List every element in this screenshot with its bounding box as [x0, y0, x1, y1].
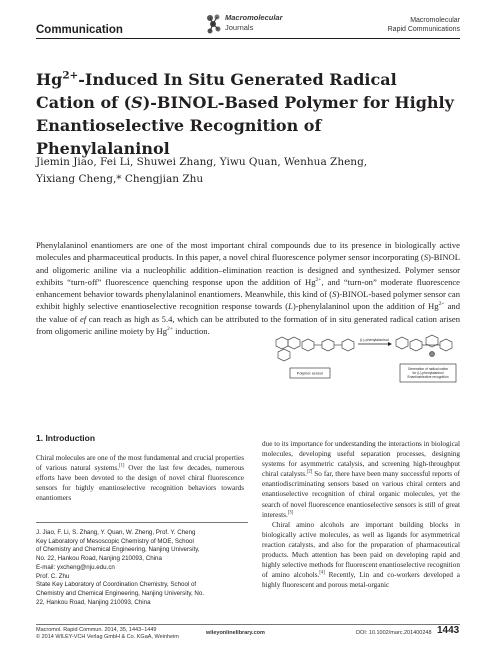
abstract-text: Phenylalaninol enantiomers are one of the most important chiral compounds due to its presence in biologically active molecules and pharmaceutical products. In this paper, a novel chiral fluorescence polymer sensor incorporating (: [36, 240, 460, 263]
title-italic: S: [131, 93, 143, 112]
intro-text: So far, there have been many successful reports of enantiodiscriminating sensors based on various chiral centers and enantioselective recognition of chiral organic molecules, yet the search of novel fluorescence enantioselective sensors is still of great interests.: [262, 470, 460, 519]
authors-line2: Yixiang Cheng,* Chengjian Zhu: [36, 173, 204, 185]
abstract-text: induction.: [172, 326, 210, 337]
affiliation-line: of Chemistry and Chemical Engineering, Nanjing University,: [36, 546, 200, 554]
authors-line1: Jiemin Jiao, Fei Li, Shuwei Zhang, Yiwu Quan, Wenhua Zheng,: [36, 156, 368, 168]
footer-citation: [36, 627, 179, 641]
section-label: Communication: [36, 24, 123, 36]
abstract-text: )-BINOL and oligomeric aniline via a nucleophilic addition–elimination reaction is designed and synthesized. Polymer sensor exhibits “turn-off” fluorescence quenching response upon the addition of Hg: [36, 252, 460, 287]
title-part1: Hg: [36, 70, 63, 89]
affiliation-email: E-mail: yxcheng@nju.edu.cn: [36, 563, 115, 571]
intro-paragraph-left: [36, 453, 244, 503]
abstract-text: )-phenylalaninol upon the addition of Hg: [292, 301, 439, 312]
affiliation-line: Key Laboratory of Mesoscopic Chemistry of MOE, School: [36, 537, 194, 545]
abstract-superscript: 2+: [438, 301, 445, 308]
affiliations: [36, 522, 248, 607]
footer-citation-line1: Macromol. Rapid Commun. 2014, 35, 1443–1449: [36, 627, 157, 633]
footer-doi: DOI: 10.1002/marc.201400248: [356, 630, 432, 636]
toc-box2-line2: for (L)-phenylalaninol: [412, 371, 444, 375]
citation-ref: [3]: [287, 510, 294, 516]
abstract-italic: S: [423, 252, 429, 263]
abstract-text: , and “turn-on” moderate fluorescence enhancement behavior towards phenylalaninol enantiomers. Meanwhile, this kind of (: [36, 276, 460, 300]
abstract-italic: L: [288, 301, 293, 312]
intro-paragraph-right-1: [262, 439, 460, 520]
affiliation-line: Prof. C. Zhu: [36, 572, 70, 580]
citation-ref: [4]: [319, 570, 325, 576]
abstract-text: can reach as high as 5.4, which can be attributed to the formation of in situ generated radical cation arisen from oligomeric aniline moiety by Hg: [36, 313, 460, 337]
intro-paragraph-right-2: [262, 520, 460, 591]
footer-copyright: © 2014 WILEY-VCH Verlag GmbH & Co. KGaA, Weinheim: [36, 634, 179, 640]
author-list: [36, 154, 456, 188]
toc-arrow-label: (L)-phenylalaninol: [360, 338, 389, 342]
journal-logo: [205, 10, 295, 38]
arrow-head-icon: [388, 342, 392, 346]
footer-url-link[interactable]: wileyonlinelibrary.com: [206, 630, 265, 636]
section-heading: 1. Introduction: [36, 433, 96, 443]
header-rule: [36, 38, 460, 39]
abstract-superscript: 2+: [167, 326, 173, 333]
logo-text-line2: Journals: [225, 23, 254, 32]
toc-box1-label: Polymer sensor: [296, 371, 324, 376]
journal-name: [388, 16, 460, 34]
abstract-text: )-BINOL-based polymer sensor can exhibit highly selective enantioselective recognition response towards (: [36, 289, 460, 312]
abstract-italic: S: [332, 289, 337, 300]
intro-text: Chiral amino alcohols are important building blocks in biologically active molecules, as well as ligands for asymmetrical reaction catalysts, and also for the preparation of pharmaceutical products. Much attention has been paid on developing rapid and highly selective methods for fluorescent enantioselective recognition of amino alcohols.: [262, 520, 460, 580]
abstract-italic: ef: [79, 313, 87, 324]
affiliation-line: 22, Hankou Road, Nanjing 210093, China: [36, 598, 151, 606]
polymer-structure-icon: [276, 337, 354, 361]
macromolecular-journals-icon: [205, 12, 223, 36]
logo-text-line1: Macromolecular: [225, 13, 283, 22]
journal-name-line2: Rapid Communications: [387, 26, 460, 33]
intro-text: Chiral molecules are one of the most fundamental and crucial properties of various natural systems.: [36, 454, 244, 473]
citation-ref: [2]: [306, 469, 313, 475]
intro-text: due to its importance for understanding the interactions in biological molecules, developing useful separation processes, designing systems for asymmetric catalysis, and screening high-throughput chiral catalysts.: [262, 440, 460, 479]
toc-box2-line1: Generation of radical cation: [407, 367, 449, 371]
footer-rule: [36, 624, 460, 625]
abstract-superscript: 2+: [315, 277, 322, 284]
affiliation-line: Chemistry and Chemical Engineering, Nanjing University, No.: [36, 589, 205, 597]
citation-ref: [1]: [119, 463, 125, 469]
journal-name-line1: Macromolecular: [410, 17, 460, 24]
intro-text: Over the last few decades, numerous efforts have been devoted to the design of novel chiral fluorescence sensors for highly enantioselective recognition behaviors towards enantiomers: [36, 464, 244, 503]
radical-cation-structure-icon: [396, 335, 452, 357]
title-part3: )-BINOL-Based Polymer for Highly Enantioselective Recognition of Phenylalaninol: [36, 93, 454, 158]
affiliation-line: No. 22, Hankou Road, Nanjing 210093, China: [36, 555, 162, 563]
title-superscript: 2+: [62, 69, 79, 82]
abstract-text: and the value of: [36, 301, 460, 324]
affiliation-line: J. Jiao, F. Li, S. Zhang, Y. Quan, W. Zheng, Prof. Y. Cheng: [36, 529, 196, 536]
page-number: 1443: [437, 625, 460, 636]
intro-text: Recently, Lin and co-workers developed a highly fluorescent and porous metal-organic: [262, 571, 460, 590]
intro-column-right: [262, 439, 460, 590]
toc-box2-line3: Enantioselective recognition: [407, 375, 449, 379]
affiliation-line: State Key Laboratory of Coordination Chemistry, School of: [36, 581, 197, 589]
title-part2: -Induced In Situ Generated Radical Cation of (: [36, 70, 397, 112]
toc-graphic: [270, 332, 460, 386]
article-title: [36, 68, 456, 160]
abstract-paragraph: [36, 239, 460, 337]
